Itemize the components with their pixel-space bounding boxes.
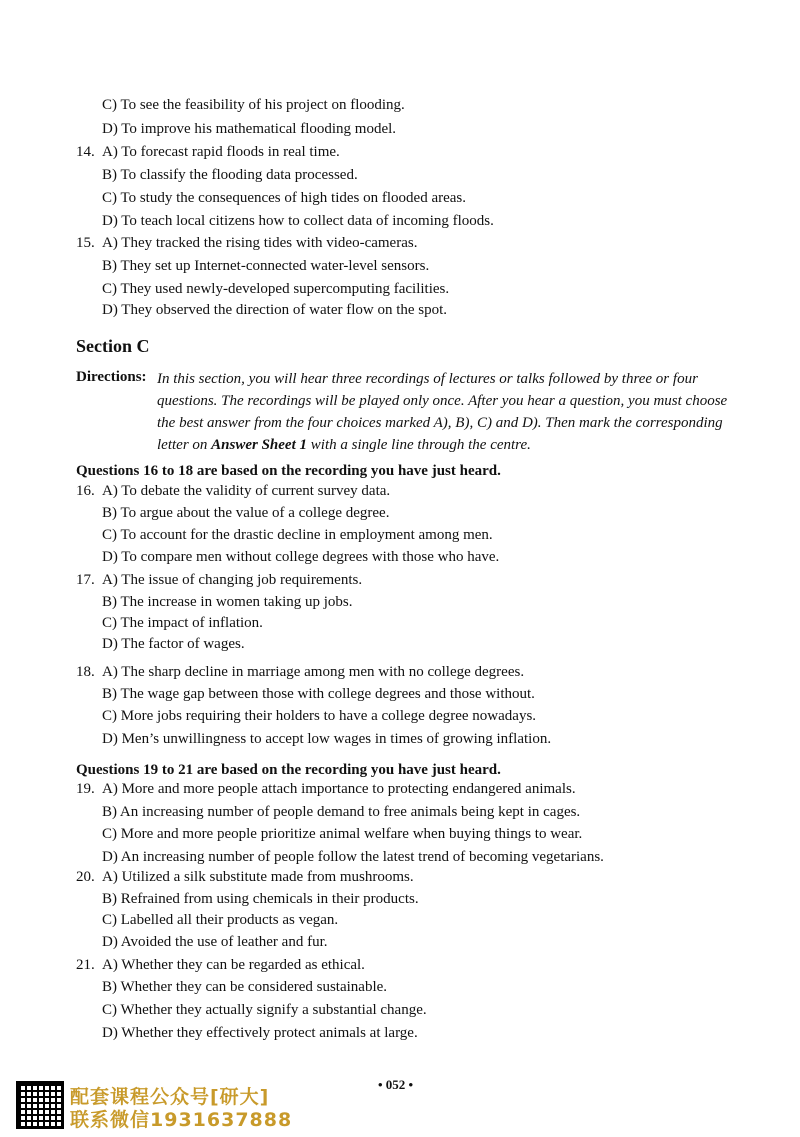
q14-option-a: A) To forecast rapid floods in real time.: [102, 144, 340, 160]
q13-option-c: C) To see the feasibility of his project on flooding.: [102, 97, 405, 113]
q15-number: 15.: [76, 235, 95, 251]
group1-heading: Questions 16 to 18 are based on the recording you have just heard.: [76, 463, 501, 479]
q20-option-a: A) Utilized a silk substitute made from mushrooms.: [102, 869, 414, 885]
promo-line-2: 联系微信1931637888: [70, 1109, 293, 1131]
q14-number: 14.: [76, 144, 95, 160]
q20-option-b: B) Refrained from using chemicals in their products.: [102, 891, 419, 907]
q16-option-b: B) To argue about the value of a college degree.: [102, 505, 390, 521]
q18-option-c: C) More jobs requiring their holders to have a college degree nowadays.: [102, 708, 537, 724]
q19-option-d: D) An increasing number of people follow the latest trend of becoming vegetarians.: [102, 849, 604, 865]
q14-option-d: D) To teach local citizens how to collect data of incoming floods.: [102, 213, 494, 229]
q17-option-a: A) The issue of changing job requirements.: [102, 572, 363, 588]
q21-option-a: A) Whether they can be regarded as ethical.: [102, 957, 365, 973]
q19-option-a: A) More and more people attach importance to protecting endangered animals.: [102, 781, 576, 797]
group2-heading: Questions 19 to 21 are based on the recording you have just heard.: [76, 762, 501, 778]
q18-option-d: D) Men’s unwillingness to accept low wages in times of growing inflation.: [102, 731, 552, 747]
q16-option-d: D) To compare men without college degrees with those who have.: [102, 549, 500, 565]
q15-option-a: A) They tracked the rising tides with video-cameras.: [102, 235, 418, 251]
promo-line-1: 配套课程公众号[研大]: [70, 1086, 270, 1108]
directions-label: Directions:: [76, 369, 147, 385]
q18-option-b: B) The wage gap between those with college degrees and those without.: [102, 686, 535, 702]
q17-option-d: D) The factor of wages.: [102, 636, 245, 652]
q15-option-d: D) They observed the direction of water flow on the spot.: [102, 302, 448, 318]
q21-option-b: B) Whether they can be considered sustainable.: [102, 979, 388, 995]
q21-option-d: D) Whether they effectively protect animals at large.: [102, 1025, 418, 1041]
directions-line-3: the best answer from the four choices marked A), B), C) and D). Then mark the corresponding: [157, 415, 723, 431]
q14-option-b: B) To classify the flooding data processed.: [102, 167, 358, 183]
answer-sheet-ref: Answer Sheet 1: [211, 437, 308, 453]
q18-option-a: A) The sharp decline in marriage among men with no college degrees.: [102, 664, 525, 680]
q21-number: 21.: [76, 957, 95, 973]
directions-letter-on: letter on: [157, 437, 208, 453]
directions-text: [157, 368, 781, 456]
directions-line-4: [157, 434, 781, 456]
q14-option-c: C) To study the consequences of high tides on flooded areas.: [102, 190, 467, 206]
section-title: Section C: [76, 336, 150, 356]
q16-option-c: C) To account for the drastic decline in employment among men.: [102, 527, 493, 543]
page-number: • 052 •: [378, 1077, 414, 1092]
q20-option-c: C) Labelled all their products as vegan.: [102, 912, 339, 928]
q20-number: 20.: [76, 869, 95, 885]
q19-option-c: C) More and more people prioritize animal welfare when buying things to wear.: [102, 826, 583, 842]
q19-option-b: B) An increasing number of people demand to free animals being kept in cages.: [102, 804, 581, 820]
directions-line-2: questions. The recordings will be played only once. After you hear a question, you must choose: [157, 393, 728, 409]
q16-option-a: A) To debate the validity of current survey data.: [102, 483, 391, 499]
q17-option-b: B) The increase in women taking up jobs.: [102, 594, 353, 610]
directions-line-1: In this section, you will hear three recordings of lectures or talks followed by three or four: [157, 371, 698, 387]
directions-tail: with a single line through the centre.: [310, 437, 531, 453]
q18-number: 18.: [76, 664, 95, 680]
promo-footer: [16, 1081, 316, 1129]
q19-number: 19.: [76, 781, 95, 797]
q17-option-c: C) The impact of inflation.: [102, 615, 263, 631]
q15-option-c: C) They used newly-developed supercomputing facilities.: [102, 281, 450, 297]
q21-option-c: C) Whether they actually signify a substantial change.: [102, 1002, 427, 1018]
q15-option-b: B) They set up Internet-connected water-level sensors.: [102, 258, 430, 274]
q17-number: 17.: [76, 572, 95, 588]
q13-option-d: D) To improve his mathematical flooding model.: [102, 121, 397, 137]
q20-option-d: D) Avoided the use of leather and fur.: [102, 934, 328, 950]
q16-number: 16.: [76, 483, 95, 499]
qr-code-icon: [16, 1081, 64, 1129]
